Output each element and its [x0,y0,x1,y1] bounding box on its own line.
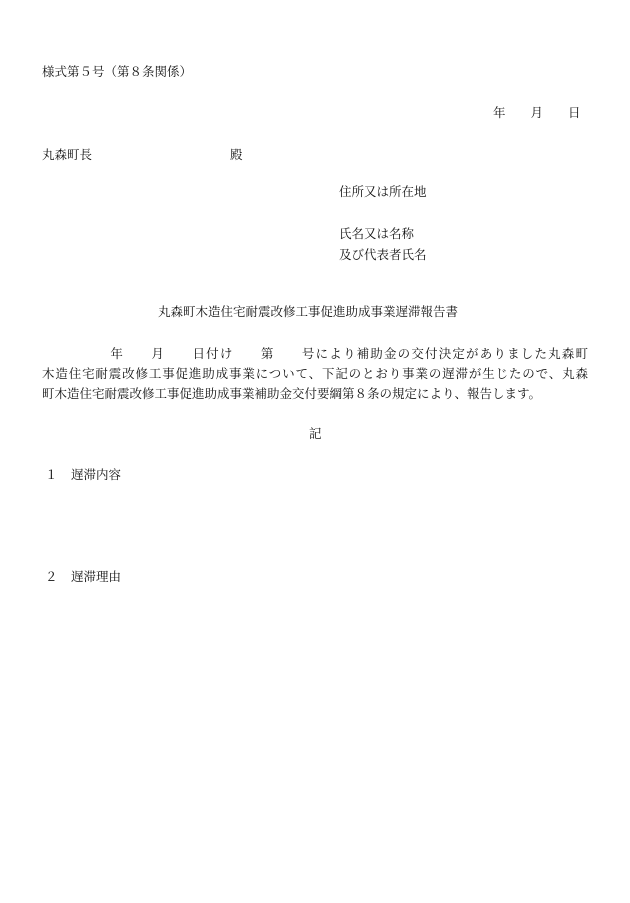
representative-label: 及び代表者氏名 [339,247,427,262]
item-number: １ [45,467,58,482]
body-line-1: 年 月 日付け 第 号により補助金の交付決定がありました丸森町 [42,346,588,361]
name-label: 氏名又は名称 [339,226,415,241]
item-number: ２ [45,569,58,584]
item-label: 遅滞内容 [71,467,122,482]
addressee: 丸森町長 [42,147,93,162]
body-line-2: 木造住宅耐震改修工事促進助成事業について、下記のとおり事業の遅滞が生じたので、丸森 [42,366,588,381]
body-line-3: 町木造住宅耐震改修工事促進助成事業補助金交付要綱第８条の規定により、報告します。 [42,386,542,401]
form-number: 様式第５号（第８条関係） [42,64,193,79]
ki-marker: 記 [309,426,322,441]
address-label: 住所又は所在地 [339,184,427,199]
document-title: 丸森町木造住宅耐震改修工事促進助成事業遅滞報告書 [158,304,459,319]
honorific: 殿 [230,147,243,162]
date-line: 年 月 日 [493,105,581,120]
item-label: 遅滞理由 [71,569,122,584]
